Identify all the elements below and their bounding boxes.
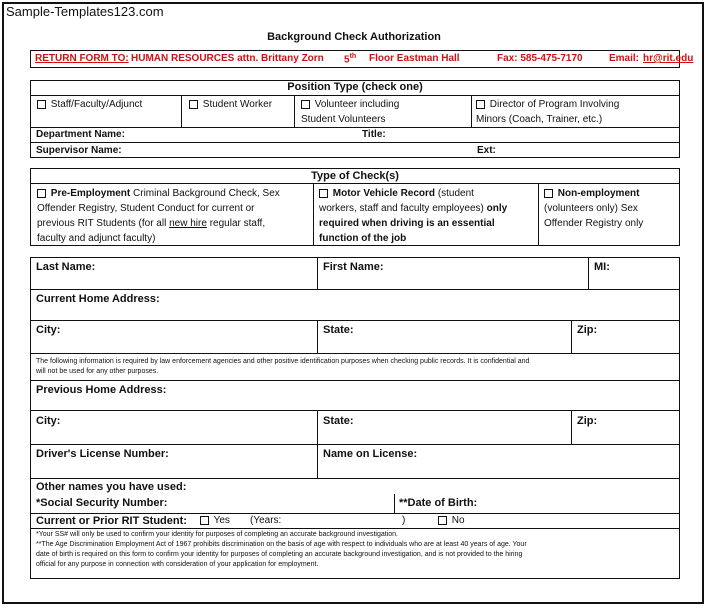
motor-vehicle-checkbox[interactable] [319, 189, 328, 198]
watermark: Sample-Templates123.com [6, 4, 164, 19]
license-number-label: Driver's License Number: [36, 448, 169, 460]
director-checkbox[interactable] [476, 100, 485, 109]
previous-city-label: City: [36, 415, 61, 427]
rit-student-label: Current or Prior RIT Student: [36, 515, 187, 527]
previous-zip-label: Zip: [577, 415, 598, 427]
return-email-link[interactable]: hr@rit.edu [643, 53, 694, 64]
check-non-employment[interactable]: Non-employment (volunteers only) Sex Offender Registry only [544, 188, 644, 229]
non-employment-checkbox[interactable] [544, 189, 553, 198]
state-label: State: [323, 324, 354, 336]
option-student-worker[interactable]: Student Worker [189, 97, 272, 112]
return-email-label: Email: [609, 53, 640, 64]
current-address-label: Current Home Address: [36, 293, 160, 305]
last-name-label: Last Name: [36, 261, 96, 273]
pre-employment-checkbox[interactable] [37, 189, 46, 198]
supervisor-name-label: Supervisor Name: [36, 145, 122, 156]
return-fax: Fax: 585-475-7170 [497, 53, 583, 64]
mi-label: MI: [594, 261, 610, 273]
law-enforcement-notice: The following information is required by law enforcement agencies and other positive identification purposes when checking public records. It is confidential and will not be used for any other purposes. [36, 358, 530, 375]
check-type-title: Type of Check(s) [311, 170, 399, 182]
rit-yes-checkbox[interactable] [200, 516, 209, 525]
option-volunteer[interactable]: Volunteer including Student Volunteers [301, 99, 400, 125]
other-names-label: Other names you have used: [36, 481, 187, 493]
rit-no-option[interactable]: No [438, 513, 465, 528]
form-title: Background Check Authorization [267, 31, 441, 43]
city-label: City: [36, 324, 61, 336]
rit-years-label: (Years: [250, 515, 282, 526]
return-label: RETURN FORM TO: [35, 53, 129, 64]
first-name-label: First Name: [323, 261, 384, 273]
previous-address-label: Previous Home Address: [36, 384, 167, 396]
staff-checkbox[interactable] [37, 100, 46, 109]
option-staff[interactable]: Staff/Faculty/Adjunct [37, 97, 142, 112]
volunteer-checkbox[interactable] [301, 100, 310, 109]
return-floor: Floor Eastman Hall [369, 53, 460, 64]
rit-years-close: ) [402, 515, 406, 526]
position-type-title: Position Type (check one) [287, 81, 423, 93]
previous-state-label: State: [323, 415, 354, 427]
return-floor-number: 5th [344, 53, 357, 66]
ext-label: Ext: [477, 145, 496, 156]
rit-no-checkbox[interactable] [438, 516, 447, 525]
footnotes: *Your SS# will only be used to confirm your identity for purposes of completing an accurate background investigation. **The Age Discrimination Employment Act of 1967 prohibits discrimination on the basis of age with respect to individuals who are at least 40 years of age. Your date of birth is required on this form to confirm your identity for purposes of completing an accurate background investigation, and is not provided to the hiring official for any purpose in connection with consideration of your application for employment. [36, 531, 527, 568]
return-dept: HUMAN RESOURCES attn. Brittany Zorn [131, 53, 324, 64]
department-name-label: Department Name: [36, 129, 125, 140]
option-director[interactable]: Director of Program Involving Minors (Coach, Trainer, etc.) [476, 99, 620, 125]
rit-yes-option[interactable]: Yes [200, 513, 230, 528]
student-worker-checkbox[interactable] [189, 100, 198, 109]
return-instructions [30, 50, 694, 68]
zip-label: Zip: [577, 324, 598, 336]
license-name-label: Name on License: [323, 448, 418, 460]
check-pre-employment[interactable]: Pre-Employment Criminal Background Check, Sex Offender Registry, Student Conduct for current or previous RIT Students (for all new hire regular staff, faculty and adjunct faculty) [37, 188, 280, 244]
title-label: Title: [362, 129, 386, 140]
check-motor-vehicle[interactable]: Motor Vehicle Record (student workers, staff and faculty employees) only required when driving is an essential function of the job [319, 188, 508, 244]
dob-label: **Date of Birth: [399, 497, 478, 509]
ssn-label: *Social Security Number: [36, 497, 168, 509]
